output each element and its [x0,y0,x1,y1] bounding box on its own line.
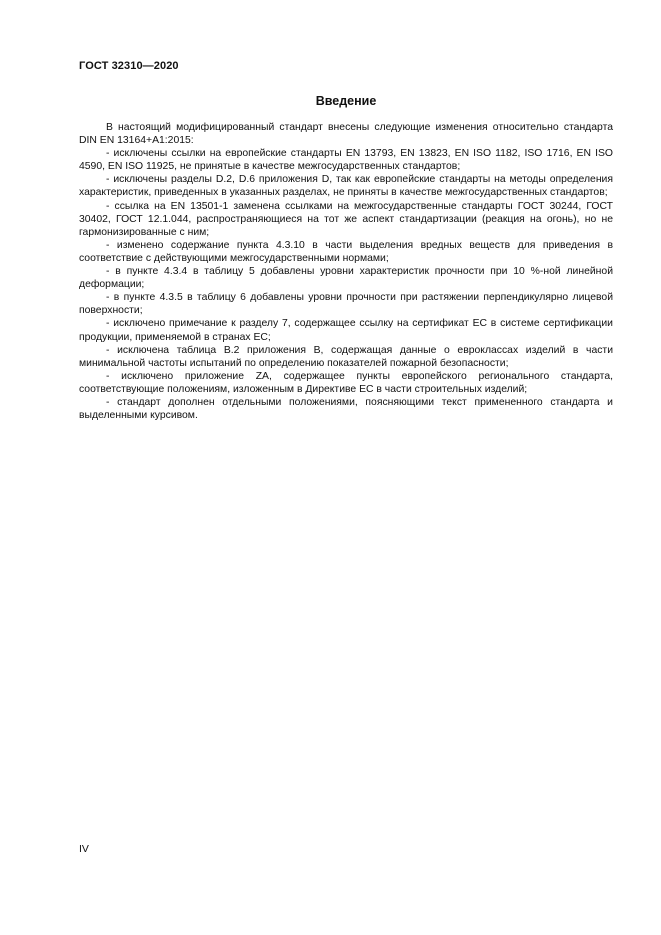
list-item: - исключено приложение ZA, содержащее пункты европейского регионального стандарта, соответствующие положениям, изложенным в Директиве ЕС в части строительных изделий; [79,370,613,395]
list-item: - исключены ссылки на европейские стандарты EN 13793, EN 13823, EN ISO 1182, ISO 1716, EN ISO 4590, EN ISO 11925, не принятые в качестве межгосударственных стандартов; [79,148,613,173]
list-item: - стандарт дополнен отдельными положениями, поясняющими текст примененного стандарта и выделенными курсивом. [79,396,613,422]
list-item: - исключены разделы D.2, D.6 приложения D, так как европейские стандарты на методы определения характеристик, приведенных в указанных разделах, не приняты в качестве межгосударственных стандартов; [79,174,613,199]
intro-paragraph: В настоящий модифицированный стандарт внесены следующие изменения относительно стандарта DIN EN 13164+A1:2015: [79,122,613,147]
list-item: - в пункте 4.3.5 в таблицу 6 добавлены уровни прочности при растяжении перпендикулярно лицевой поверхности; [79,292,613,317]
list-item: - в пункте 4.3.4 в таблицу 5 добавлены уровни характеристик прочности при 10 %-ной линейной деформации; [79,266,613,291]
document-code-header: ГОСТ 32310—2020 [79,60,179,72]
list-item: - изменено содержание пункта 4.3.10 в части выделения вредных веществ для приведения в соответствие с действующими межгосударственными нормами; [79,239,613,264]
document-body [79,121,613,422]
page-number: IV [79,843,89,855]
list-item: - ссылка на EN 13501-1 заменена ссылками на межгосударственные стандарты ГОСТ 30244, ГОСТ 30402, ГОСТ 12.1.044, распространяющиеся на тот же аспект стандартизации (реакция на огонь), но не гармонизированные с ним; [79,200,613,238]
section-title: Введение [315,94,377,108]
list-item: - исключена таблица В.2 приложения В, содержащая данные о евроклассах изделий в части минимальной частоты испытаний по определению показателей пожарной безопасности; [79,344,613,369]
list-item: - исключено примечание к разделу 7, содержащее ссылку на сертификат ЕС в системе сертификации продукции, применяемой в странах ЕС; [79,318,613,343]
